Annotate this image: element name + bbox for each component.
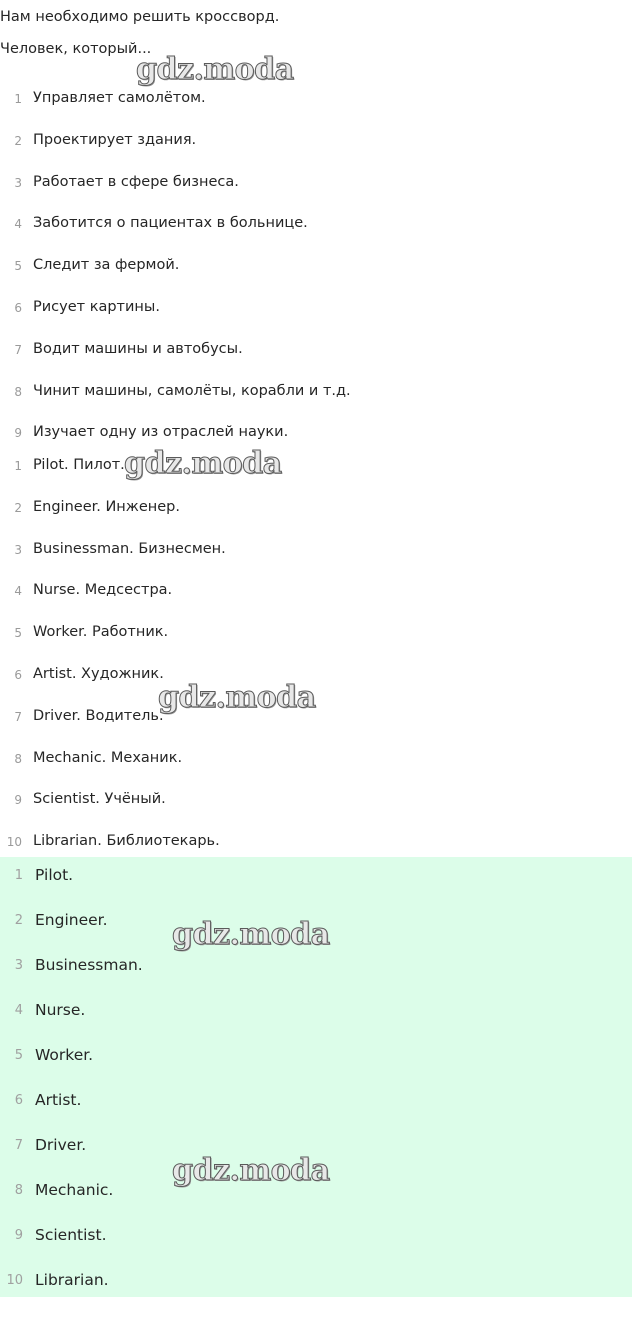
list-item [0, 623, 632, 665]
question-prompt: Человек, который... [0, 41, 152, 57]
item-number: 7 [14, 342, 22, 357]
item-text: Librarian. Библиотекарь. [33, 833, 220, 850]
watermark: gdz.moda [172, 1153, 330, 1188]
item-text: Driver. Водитель. [33, 707, 164, 724]
list-item [0, 1270, 632, 1315]
item-text: Изучает одну из отраслей науки. [33, 424, 289, 441]
item-text: Pilot. [35, 866, 74, 884]
list-item [0, 581, 632, 623]
list-item [0, 955, 632, 1000]
answer-block [0, 857, 632, 1297]
item-number: 1 [14, 459, 22, 473]
list-item [0, 89, 632, 131]
list-item [0, 865, 632, 910]
item-text: Engineer. [35, 911, 108, 929]
item-number: 8 [14, 384, 22, 399]
list-item [0, 707, 632, 749]
watermark: gdz.moda [172, 917, 330, 952]
list-item [0, 1000, 632, 1045]
item-number: 5 [14, 259, 22, 274]
watermark: gdz.moda [158, 680, 316, 715]
item-number: 10 [6, 835, 22, 850]
list-item [0, 298, 632, 340]
item-number: 8 [14, 751, 22, 766]
intro-text: Нам необходимо решить кроссворд. [0, 9, 280, 25]
list-item [0, 790, 632, 832]
watermark: gdz.moda [136, 52, 294, 87]
translations-list [0, 456, 632, 874]
item-number: 6 [14, 1093, 23, 1108]
list-item [0, 214, 632, 256]
item-text: Artist. [35, 1091, 82, 1109]
item-number: 3 [14, 175, 22, 190]
item-number: 8 [14, 1183, 23, 1198]
answers-list [0, 865, 632, 1315]
list-item [0, 540, 632, 582]
item-number: 5 [14, 626, 22, 641]
list-item [0, 1180, 632, 1225]
item-number: 7 [14, 709, 22, 724]
list-item [0, 1045, 632, 1090]
item-text: Artist. Художник. [33, 665, 164, 682]
item-text: Worker. Работник. [33, 624, 169, 641]
list-item [0, 1135, 632, 1180]
list-item [0, 382, 632, 424]
item-number: 3 [14, 542, 22, 557]
item-text: Worker. [35, 1046, 94, 1064]
list-item [0, 749, 632, 791]
list-item [0, 173, 632, 215]
item-number: 10 [6, 1273, 23, 1288]
item-text: Scientist. [35, 1226, 107, 1244]
item-number: 9 [14, 426, 22, 441]
item-text: Businessman. Бизнесмен. [33, 540, 226, 557]
item-number: 2 [14, 913, 23, 928]
list-item [0, 340, 632, 382]
item-text: Driver. [35, 1136, 87, 1154]
item-text: Заботится о пациентах в больнице. [33, 215, 308, 232]
item-text: Nurse. [35, 1001, 86, 1019]
list-item [0, 665, 632, 707]
item-text: Водит машины и автобусы. [33, 340, 243, 357]
item-number: 4 [14, 217, 22, 232]
item-number: 3 [14, 958, 23, 973]
item-text: Businessman. [35, 956, 143, 974]
item-text: Работает в сфере бизнеса. [33, 173, 239, 190]
item-number: 4 [14, 584, 22, 599]
item-number: 7 [14, 1138, 23, 1153]
item-text: Librarian. [35, 1271, 109, 1289]
list-item [0, 498, 632, 540]
item-text: Рисует картины. [33, 298, 160, 315]
watermark: gdz.moda [124, 446, 282, 481]
item-text: Следит за фермой. [33, 257, 180, 274]
item-text: Mechanic. [35, 1181, 114, 1199]
item-number: 9 [14, 793, 22, 808]
list-item [0, 131, 632, 173]
item-text: Проектирует здания. [33, 131, 197, 148]
item-text: Engineer. Инженер. [33, 498, 180, 515]
questions-list [0, 89, 632, 465]
item-number: 6 [14, 300, 22, 315]
list-item [0, 456, 632, 498]
item-text: Scientist. Учёный. [33, 791, 166, 808]
item-number: 9 [14, 1228, 23, 1243]
item-text: Pilot. Пилот. [33, 457, 125, 473]
list-item [0, 1090, 632, 1135]
list-item [0, 256, 632, 298]
item-text: Mechanic. Механик. [33, 749, 183, 766]
list-item [0, 910, 632, 955]
item-number: 4 [14, 1003, 23, 1018]
item-number: 1 [14, 868, 23, 883]
item-number: 2 [14, 500, 22, 515]
item-number: 2 [14, 133, 22, 148]
item-text: Управляет самолётом. [33, 90, 206, 106]
item-number: 6 [14, 667, 22, 682]
item-number: 1 [14, 92, 22, 106]
list-item [0, 1225, 632, 1270]
item-text: Nurse. Медсестра. [33, 582, 173, 599]
item-text: Чинит машины, самолёты, корабли и т.д. [33, 382, 351, 399]
item-number: 5 [14, 1048, 23, 1063]
